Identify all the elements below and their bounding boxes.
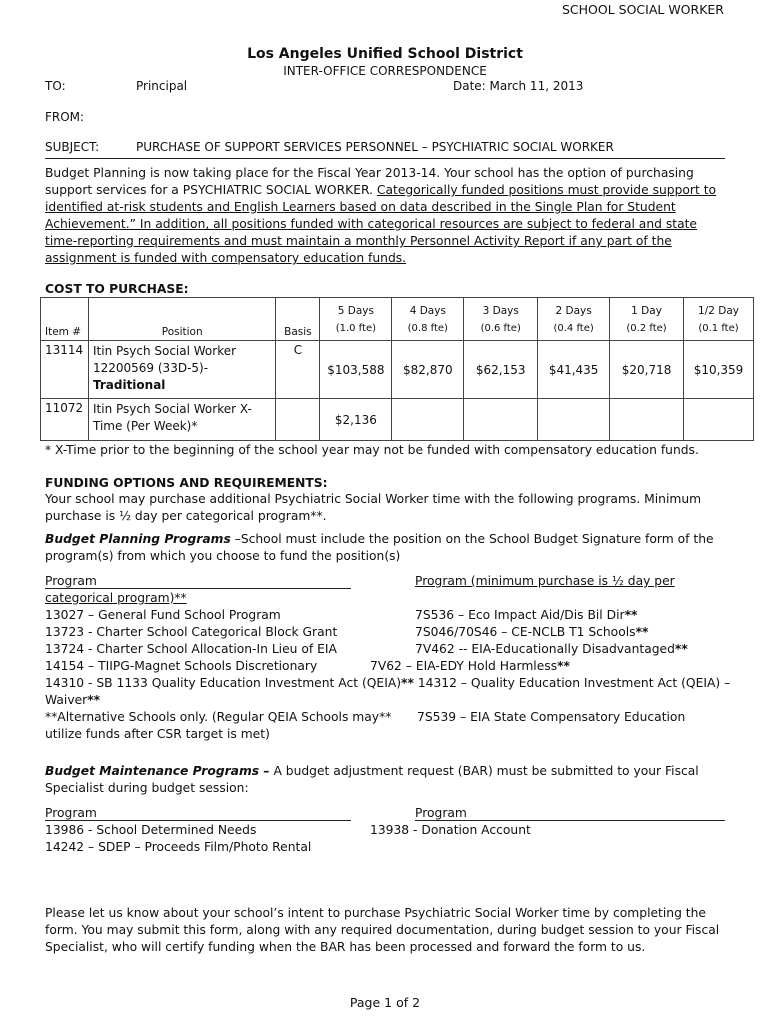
position-line: Itin Psych Social Worker [92, 344, 237, 358]
list-item [415, 641, 688, 658]
header-days-label: 3 Days [482, 304, 519, 317]
header-days-label: 4 Days [409, 304, 446, 317]
header-fte-label: (0.1 fte) [698, 322, 739, 334]
cost-cell: $62,153 [464, 341, 538, 399]
cost-cell [610, 399, 684, 441]
program-stars: ** [635, 625, 649, 639]
cost-cell [392, 399, 464, 441]
program-left-header: Program [45, 574, 97, 588]
header-fte-label: (0.2 fte) [626, 322, 667, 334]
program-text: 7V62 – EIA-EDY Hold Harmless [370, 659, 558, 673]
cost-cell [684, 399, 754, 441]
program-stars: ** [557, 659, 570, 673]
cost-cell: $82,870 [392, 341, 464, 399]
cost-cell: $103,588 [320, 341, 392, 399]
maintenance-right-header: Program [415, 806, 467, 820]
row-item-number: 13114 [41, 341, 89, 399]
intro-paragraph [45, 165, 725, 267]
cost-heading: COST TO PURCHASE: [45, 282, 189, 296]
cost-cell: $20,718 [610, 341, 684, 399]
header-fte-label: (0.4 fte) [553, 322, 594, 334]
cost-cell [538, 399, 610, 441]
program-text: 14312 – Quality Education Investment Act (QEIA) – [413, 676, 731, 690]
list-item [415, 607, 637, 624]
program-text: 7S536 – Eco Impact Aid/Dis Bil Dir [415, 608, 625, 622]
program-stars: ** [624, 608, 638, 622]
row-item-number: 11072 [41, 399, 89, 441]
program-right-header-text: Program (minimum purchase is ½ day per [415, 574, 675, 588]
header-fte-label: (0.8 fte) [407, 322, 448, 334]
table-row [41, 341, 754, 399]
program-text: 7V462 -- EIA-Educationally Disadvantaged [415, 642, 675, 656]
header-days-label: 1 Day [631, 304, 662, 317]
cost-table-header-row [41, 298, 754, 341]
cost-table [40, 297, 754, 441]
memo-date: Date: March 11, 2013 [453, 79, 584, 93]
program-stars: ** [87, 693, 101, 707]
maintenance-left-underline [45, 820, 351, 821]
list-item: 13723 - Charter School Categorical Block Grant [45, 625, 338, 639]
header-4-days [392, 298, 464, 341]
funding-heading: FUNDING OPTIONS AND REQUIREMENTS: [45, 476, 328, 490]
maintenance-title: Budget Maintenance Programs – [45, 764, 270, 778]
position-line: Traditional [92, 378, 166, 392]
program-text: 7S046/70S46 – CE-NCLB T1 Schools [415, 625, 636, 639]
to-label: TO: [45, 79, 66, 93]
intro-plain-text: Budget Planning is now taking place for the Fiscal Year 2013-14. Your school has the option of purchasing support services for a PSYCHIATRIC SOCIAL WORKER. [45, 166, 694, 197]
page-number: Page 1 of 2 [349, 995, 421, 1010]
header-5-days [320, 298, 392, 341]
cost-cell [464, 399, 538, 441]
funding-text: Your school may purchase additional Psychiatric Social Worker time with the following programs. Minimum purchase is ½ day per categorical program**. [45, 492, 702, 523]
row-basis [276, 399, 320, 441]
list-item: 13724 - Charter School Allocation-In Lieu of EIA [45, 642, 337, 656]
position-line: Time (Per Week)* [92, 419, 198, 433]
list-item: 13986 - School Determined Needs [45, 823, 257, 837]
from-label: FROM: [45, 110, 85, 124]
header-item: Item # [41, 298, 89, 341]
subject-rule [45, 158, 725, 159]
program-stars: ** [401, 676, 414, 690]
list-item [415, 624, 648, 641]
header-2-days [538, 298, 610, 341]
header-position: Position [88, 298, 275, 341]
alternative-schools-note-continued: utilize funds after CSR target is met) [45, 727, 270, 741]
to-value: Principal [136, 79, 188, 93]
program-stars: ** [674, 642, 688, 656]
row-position [88, 399, 275, 441]
header-1-day [610, 298, 684, 341]
cost-cell: $41,435 [538, 341, 610, 399]
maintenance-paragraph [45, 763, 725, 797]
intro-underlined-text: Categorically funded positions must provide support to identified at-risk students and English Learners based on data described in the Single Plan for Student Achievement.” In addition, all positions funded with categorical resources are subject to federal and state time-reporting requirements and must maintain a monthly Personnel Activity Report if any part of the assignment is funded with compensatory education funds. [45, 183, 717, 265]
district-title: Los Angeles Unified School District [247, 46, 523, 62]
subject-value: PURCHASE OF SUPPORT SERVICES PERSONNEL – PSYCHIATRIC SOCIAL WORKER [136, 140, 614, 154]
budget-planning-text: –School must include the position on the School Budget Signature form of the program(s) from which you choose to fund the position(s) [45, 532, 714, 563]
budget-planning-paragraph [45, 531, 725, 565]
maintenance-text: A budget adjustment request (BAR) must be submitted to your Fiscal Specialist during budget session: [45, 764, 699, 795]
list-item: 13938 - Donation Account [370, 823, 531, 837]
list-item: 13027 – General Fund School Program [45, 608, 281, 622]
document-header-label: SCHOOL SOCIAL WORKER [561, 2, 724, 17]
list-item [45, 675, 730, 692]
program-text: 14310 - SB 1133 Quality Education Investment Act (QEIA) [45, 676, 402, 690]
closing-paragraph: Please let us know about your school’s intent to purchase Psychiatric Social Worker time by completing the form. You may submit this form, along with any required documentation, during budget session to your Fiscal Specialist, who will certify funding when the BAR has been processed and forward the form to us. [45, 906, 720, 954]
subject-label: SUBJECT: [45, 140, 100, 154]
row-position [88, 341, 275, 399]
xtime-footnote: * X-Time prior to the beginning of the school year may not be funded with compensatory education funds. [45, 443, 699, 457]
alternative-schools-note: **Alternative Schools only. (Regular QEIA Schools may** [45, 710, 392, 724]
program-text: Waiver [45, 693, 88, 707]
position-line: Itin Psych Social Worker X- [92, 402, 252, 416]
table-row [41, 399, 754, 441]
correspondence-subtitle: INTER-OFFICE CORRESPONDENCE [283, 64, 487, 78]
header-fte-label: (1.0 fte) [335, 322, 377, 334]
budget-planning-title: Budget Planning Programs [45, 532, 231, 546]
header-days-label: 2 Days [555, 304, 592, 317]
list-item: 7S539 – EIA State Compensatory Education [417, 710, 686, 724]
header-days-label: 5 Days [337, 304, 374, 317]
header-half-day [684, 298, 754, 341]
position-line: 12200569 (33D-5)- [92, 361, 209, 375]
cost-cell: $10,359 [684, 341, 754, 399]
program-left-header-continued: categorical program)** [45, 591, 187, 605]
program-left-underline [45, 588, 351, 589]
header-3-days [464, 298, 538, 341]
program-right-header [415, 573, 675, 590]
header-days-label: 1/2 Day [698, 304, 739, 317]
maintenance-left-header: Program [45, 806, 97, 820]
maintenance-right-underline [415, 820, 725, 821]
header-fte-label: (0.6 fte) [480, 322, 521, 334]
list-item [370, 658, 570, 675]
list-item [45, 692, 100, 709]
list-item: 14154 – TIIPG-Magnet Schools Discretionary [45, 659, 318, 673]
row-basis: C [276, 341, 320, 399]
list-item: 14242 – SDEP – Proceeds Film/Photo Rental [45, 840, 312, 854]
cost-cell: $2,136 [320, 399, 392, 441]
header-basis: Basis [276, 298, 320, 341]
